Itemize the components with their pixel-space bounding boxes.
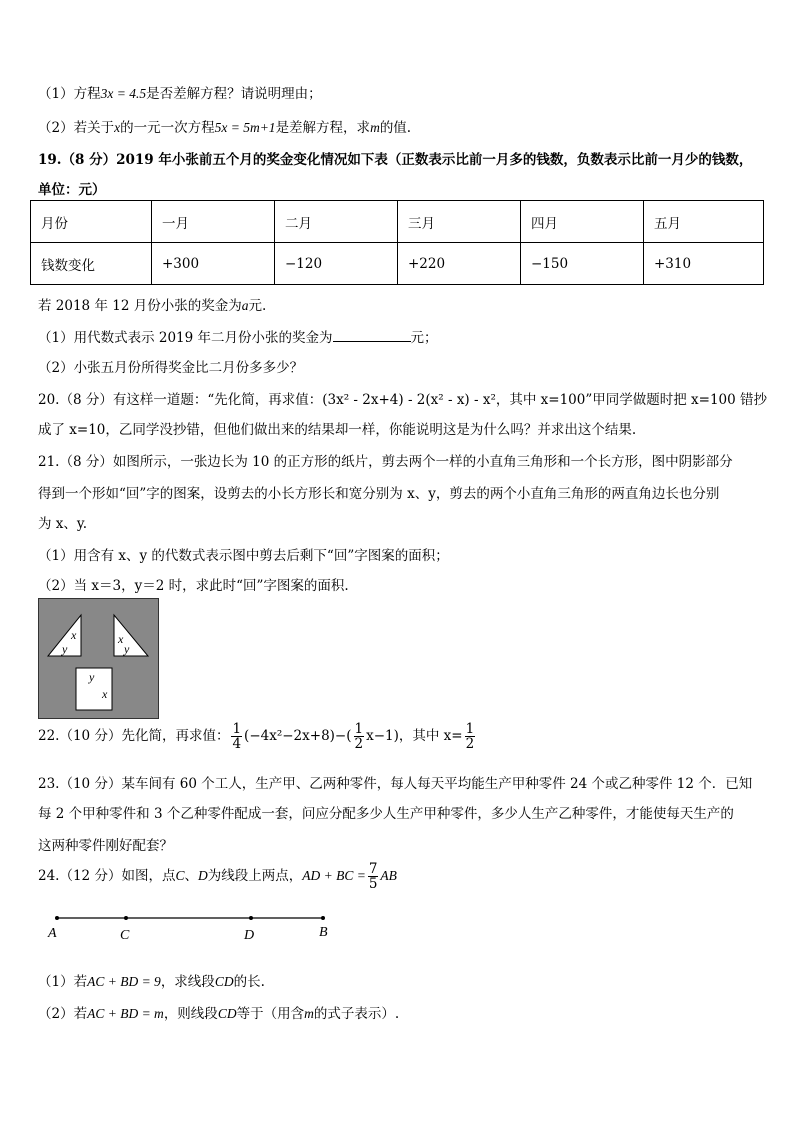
- label-b: B: [319, 925, 328, 940]
- q21-part2: （2）当 x＝3，y＝2 时，求此时“回”字图案的面积.: [38, 578, 349, 594]
- q20-line2: 成了 x=10，乙同学没抄错，但他们做出来的结果却一样，你能说明这是为什么吗？并求出这个结果.: [38, 422, 637, 438]
- q19-heading: 19.（8 分）2019 年小张前五个月的奖金变化情况如下表（正数表示比前一月多的钱数，负数表示比前一月少的钱数，: [38, 152, 753, 168]
- point-c: [124, 916, 128, 920]
- q23-line1: 23.（10 分）某车间有 60 个工人，生产甲、乙两种零件，每人每天平均能生产甲种零件 24 个或乙种零件 12 个．已知: [38, 776, 753, 792]
- point-a: [55, 916, 59, 920]
- table-row: [31, 201, 764, 243]
- label-x: x: [71, 628, 77, 642]
- table-cell: −120: [275, 243, 398, 285]
- label-x: x: [102, 687, 108, 701]
- q19-heading-cont: 单位：元）: [38, 182, 106, 198]
- q24-part2: （2）若AC + BD = m，则线段CD等于（用含m的式子表示）.: [38, 1006, 400, 1022]
- table-cell: +220: [398, 243, 521, 285]
- label-y: y: [89, 670, 95, 684]
- q19-part1: （1）用代数式表示 2019 年二月份小张的奖金为 元；: [38, 326, 438, 346]
- table-cell: 五月: [644, 201, 764, 243]
- q22-line: 22.（10 分）先化简，再求值： $\frac{1}{4}$ (−4x²−2x+8)−( $\frac{1}{2}$ x−1)，其中 x= $\frac{1}{2}$: [38, 721, 475, 752]
- table-cell: 月份: [31, 201, 152, 243]
- label-d: D: [244, 928, 255, 943]
- label-y: y: [62, 642, 68, 656]
- q19-part2: （2）小张五月份所得奖金比二月份多多少？: [38, 360, 304, 376]
- q23-line3: 这两种零件刚好配套？: [38, 838, 173, 854]
- label-y: y: [124, 642, 130, 656]
- q24-part1: （1）若AC + BD = 9，求线段CD的长.: [38, 974, 265, 990]
- bonus-table: [30, 200, 764, 285]
- label-a: A: [48, 926, 57, 941]
- q21-line3: 为 x、y.: [38, 516, 88, 532]
- table-cell: +310: [644, 243, 764, 285]
- q23-line2: 每 2 个甲种零件和 3 个乙种零件配成一套，问应分配多少人生产甲种零件，多少人生产乙种零件，才能使每天生产的: [38, 806, 734, 822]
- answer-blank: [333, 327, 411, 342]
- table-cell: 三月: [398, 201, 521, 243]
- q21-part1: （1）用含有 x、y 的代数式表示图中剪去后剩下“回”字图案的面积；: [38, 548, 449, 564]
- table-row: [31, 243, 764, 285]
- q21-figure: [38, 598, 160, 720]
- table-cell: 钱数变化: [31, 243, 152, 285]
- table-cell: +300: [152, 243, 275, 285]
- q24-figure: [44, 908, 344, 948]
- q18-part1: （1）方程3x = 4.5是否差解方程？请说明理由；: [38, 86, 322, 102]
- table-cell: −150: [521, 243, 644, 285]
- point-b: [321, 916, 325, 920]
- q21-line2: 得到一个形如“回”字的图案，设剪去的小长方形长和宽分别为 x、y，剪去的两个小直角三角形的两直角边长也分别: [38, 486, 720, 502]
- table-cell: 四月: [521, 201, 644, 243]
- table-cell: 一月: [152, 201, 275, 243]
- table-cell: 二月: [275, 201, 398, 243]
- q20-line1: 20.（8 分）有这样一道题：“先化简，再求值：(3x² - 2x+4) - 2(x² - x) - x²，其中 x=100”甲同学做题时把 x=100 错抄: [38, 392, 768, 408]
- q24-line: 24.（12 分）如图，点C、D为线段上两点，AD + BC = $\frac{7}{5}$ AB: [38, 861, 397, 892]
- label-c: C: [120, 928, 130, 943]
- q19-given: 若 2018 年 12 月份小张的奖金为a元.: [38, 298, 267, 314]
- q21-line1: 21.（8 分）如图所示，一张边长为 10 的正方形的纸片，剪去两个一样的小直角三角形和一个长方形，图中阴影部分: [38, 454, 733, 470]
- q18-part2: （2）若关于x的一元一次方程5x = 5m+1是差解方程，求m的值.: [38, 120, 412, 136]
- point-d: [249, 916, 253, 920]
- label-x: x: [118, 632, 124, 646]
